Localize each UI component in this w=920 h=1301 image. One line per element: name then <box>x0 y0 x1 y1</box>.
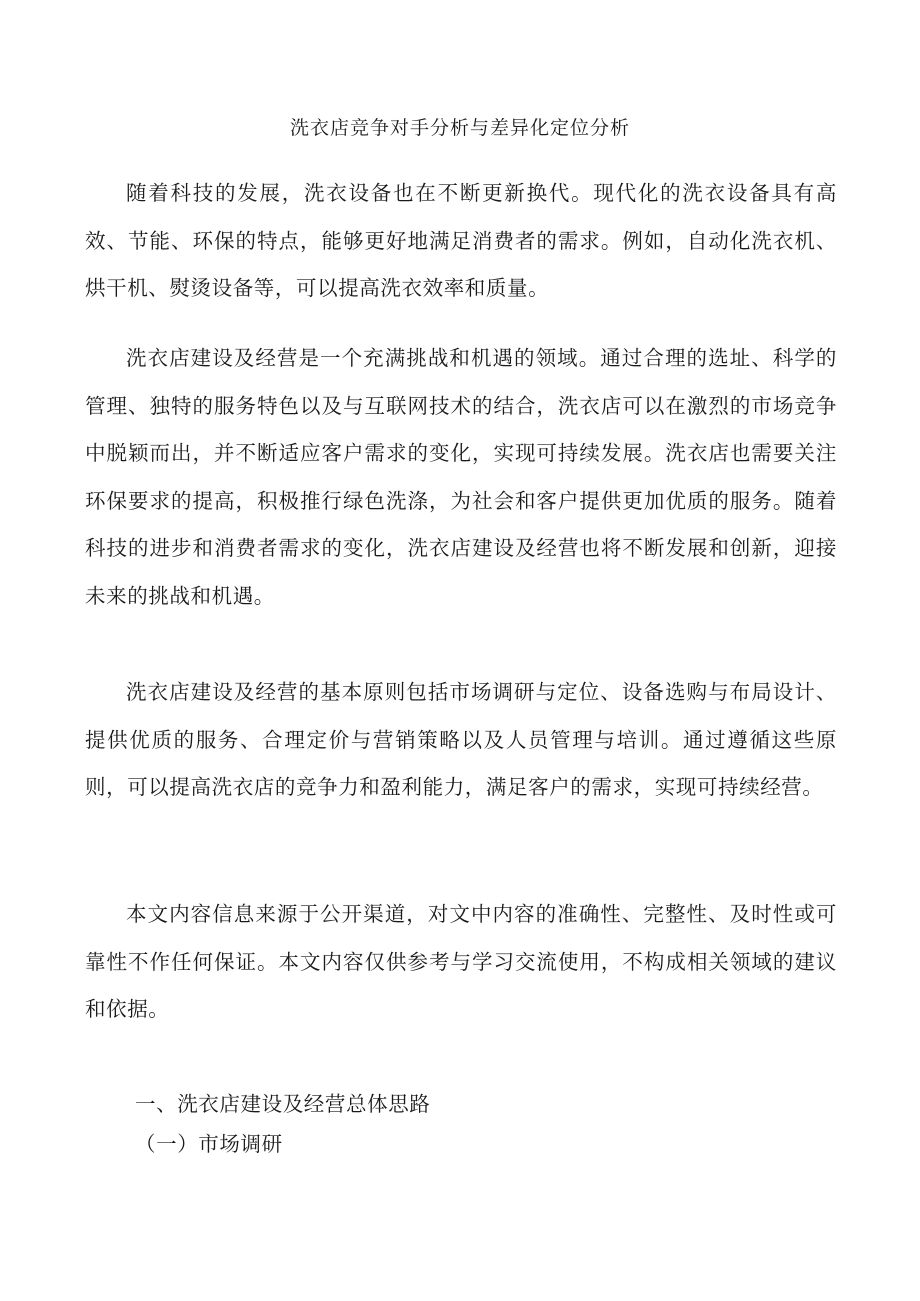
paragraph-disclaimer: 本文内容信息来源于公开渠道，对文中内容的准确性、完整性、及时性或可靠性不作任何保证。本文内容仅供参考与学习交流使用，不构成相关领域的建议和依据。 <box>85 902 837 1021</box>
paragraph-principles: 洗衣店建设及经营的基本原则包括市场调研与定位、设备选购与布局设计、提供优质的服务、合理定价与营销策略以及人员管理与培训。通过遵循这些原则，可以提高洗衣店的竞争力和盈利能力，满足客户的需求，实现可持续经营。 <box>85 680 837 799</box>
paragraph-challenges: 洗衣店建设及经营是一个充满挑战和机遇的领域。通过合理的选址、科学的管理、独特的服务特色以及与互联网技术的结合，洗衣店可以在激烈的市场竞争中脱颖而出，并不断适应客户需求的变化，实现可持续发展。洗衣店也需要关注环保要求的提高，积极推行绿色洗涤，为社会和客户提供更加优质的服务。随着科技的进步和消费者需求的变化，洗衣店建设及经营也将不断发展和创新，迎接未来的挑战和机遇。 <box>85 346 837 608</box>
paragraph-equipment: 随着科技的发展，洗衣设备也在不断更新换代。现代化的洗衣设备具有高效、节能、环保的特点，能够更好地满足消费者的需求。例如，自动化洗衣机、烘干机、熨烫设备等，可以提高洗衣效率和质量。 <box>85 181 837 300</box>
section-heading: 一、洗衣店建设及经营总体思路 <box>135 1092 431 1116</box>
document-title: 洗衣店竞争对手分析与差异化定位分析 <box>289 117 630 139</box>
subsection-heading: （一）市场调研 <box>135 1132 283 1156</box>
